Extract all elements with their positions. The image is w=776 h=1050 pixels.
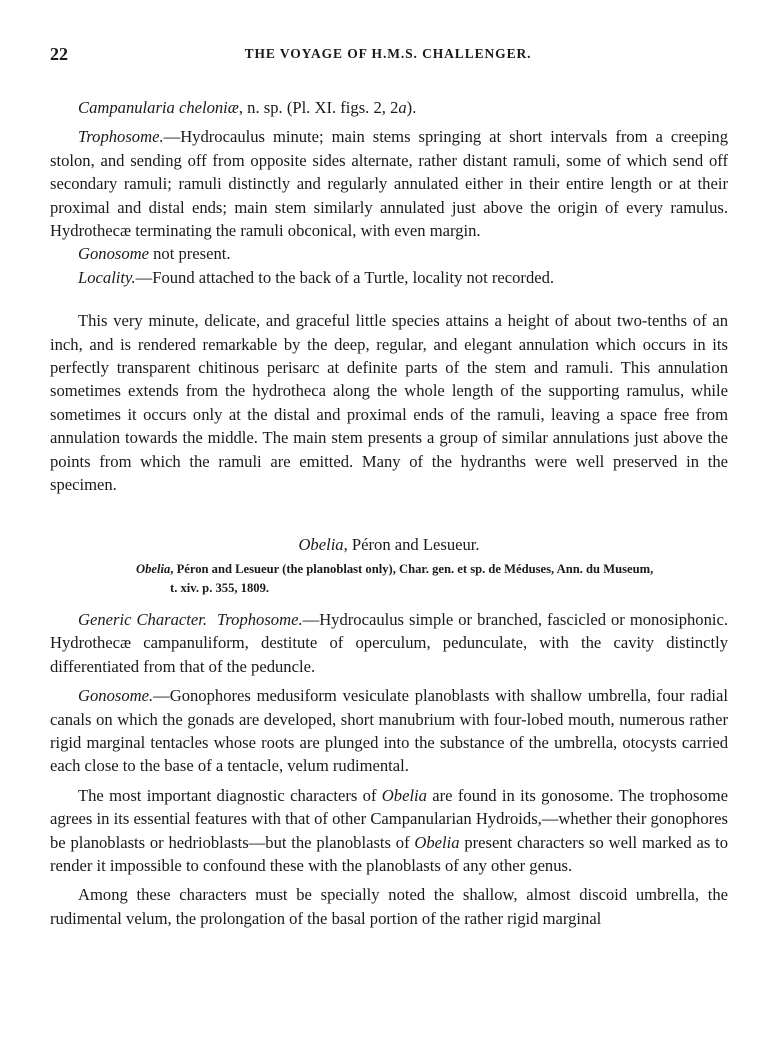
species-description: This very minute, delicate, and graceful little species attains a height of about two-tenths of an inch, and is rendered remarkable by the deep, regular, and elegant annulation which occurs in its perfectly transparent chitinous perisarc at definite parts of the stem and ramuli. This annulation sometimes extends from the hydrotheca along the whole length of the supporting ramulus, while sometimes it occurs only at the distal and proximal ends of the ramuli, leaving a space free from annulation towards the middle. The main stem presents a group of similar annulations just above the points from which the ramuli are emitted. Many of the hydranths were well preserved in the specimen. bbox=[50, 311, 728, 495]
trophosome-paragraph: Trophosome.—Hydrocaulus minute; main stems springing at short intervals from a creeping stolon, and sending off from opposite sides alternate, rather distant ramuli, some of which send off secondary ramuli; ramuli distinctly and regularly annulated either in their entire length or at their proximal and distal ends; main stem similarly annulated just above the origin of every ramulus. Hydrothecæ terminating the ramuli obconical, with even margin. bbox=[50, 127, 728, 241]
locality-paragraph: Locality.—Found attached to the back of a Turtle, locality not recorded. bbox=[78, 267, 555, 287]
trophosome-label: Trophosome. bbox=[78, 127, 164, 147]
species-name: Campanularia cheloniæ bbox=[78, 98, 239, 117]
generic-label: Generic Character. bbox=[78, 609, 207, 629]
genus-gonosome-label: Gonosome. bbox=[78, 686, 154, 706]
genus-gonosome-paragraph: Gonosome.—Gonophores medusiform vesiculate planoblasts with shallow umbrella, four radial canals on which the gonads are developed, short manubrium with four-lobed mouth, numerous rather rigid marginal tentacles whose roots are plunged into the substance of the umbrella, otocysts carried each close to the base of a tentacle, velum rudimental. bbox=[50, 686, 728, 776]
generic-character-paragraph: Generic Character. Trophosome.—Hydrocaulus simple or branched, fascicled or monosiphonic. Hydrothecæ campanuliform, destitute of operculum, pedunculate, with the cavity distinctly differentiated from that of the peduncle. bbox=[50, 609, 729, 676]
genus-citation: Obelia, Péron and Lesueur (the planoblast only), Char. gen. et sp. de Méduses, Ann. du Museum, t. xiv. p. 355, 1809. bbox=[136, 561, 654, 595]
page-number: 22 bbox=[50, 44, 68, 64]
locality-label: Locality. bbox=[78, 267, 136, 287]
species-heading: Campanularia cheloniæ, n. sp. (Pl. XI. figs. 2, 2a). bbox=[78, 98, 417, 117]
genus-trophosome-label: Trophosome. bbox=[217, 609, 303, 629]
page-body bbox=[50, 96, 728, 930]
gonosome-label: Gonosome bbox=[78, 244, 149, 264]
running-title: THE VOYAGE OF H.M.S. CHALLENGER. bbox=[244, 46, 532, 61]
diagnostic-paragraph: The most important diagnostic characters of Obelia are found in its gonosome. The trophosome agrees in its essential features with that of other Campanularian Hydroids,—whether their gonophores be planoblasts or hedrioblasts—but the planoblasts of Obelia present characters so well marked as to render it impossible to confound these with the planoblasts of any other genus. bbox=[50, 785, 728, 875]
genus-heading: Obelia, Péron and Lesueur. bbox=[298, 534, 480, 554]
genus-name: Obelia bbox=[298, 534, 344, 554]
gonosome-paragraph: Gonosome not present. bbox=[78, 244, 231, 264]
characters-paragraph: Among these characters must be specially noted the shallow, almost discoid umbrella, the rudimental velum, the prolongation of the basal portion of the rather rigid marginal bbox=[50, 885, 728, 928]
page-header bbox=[50, 44, 726, 68]
